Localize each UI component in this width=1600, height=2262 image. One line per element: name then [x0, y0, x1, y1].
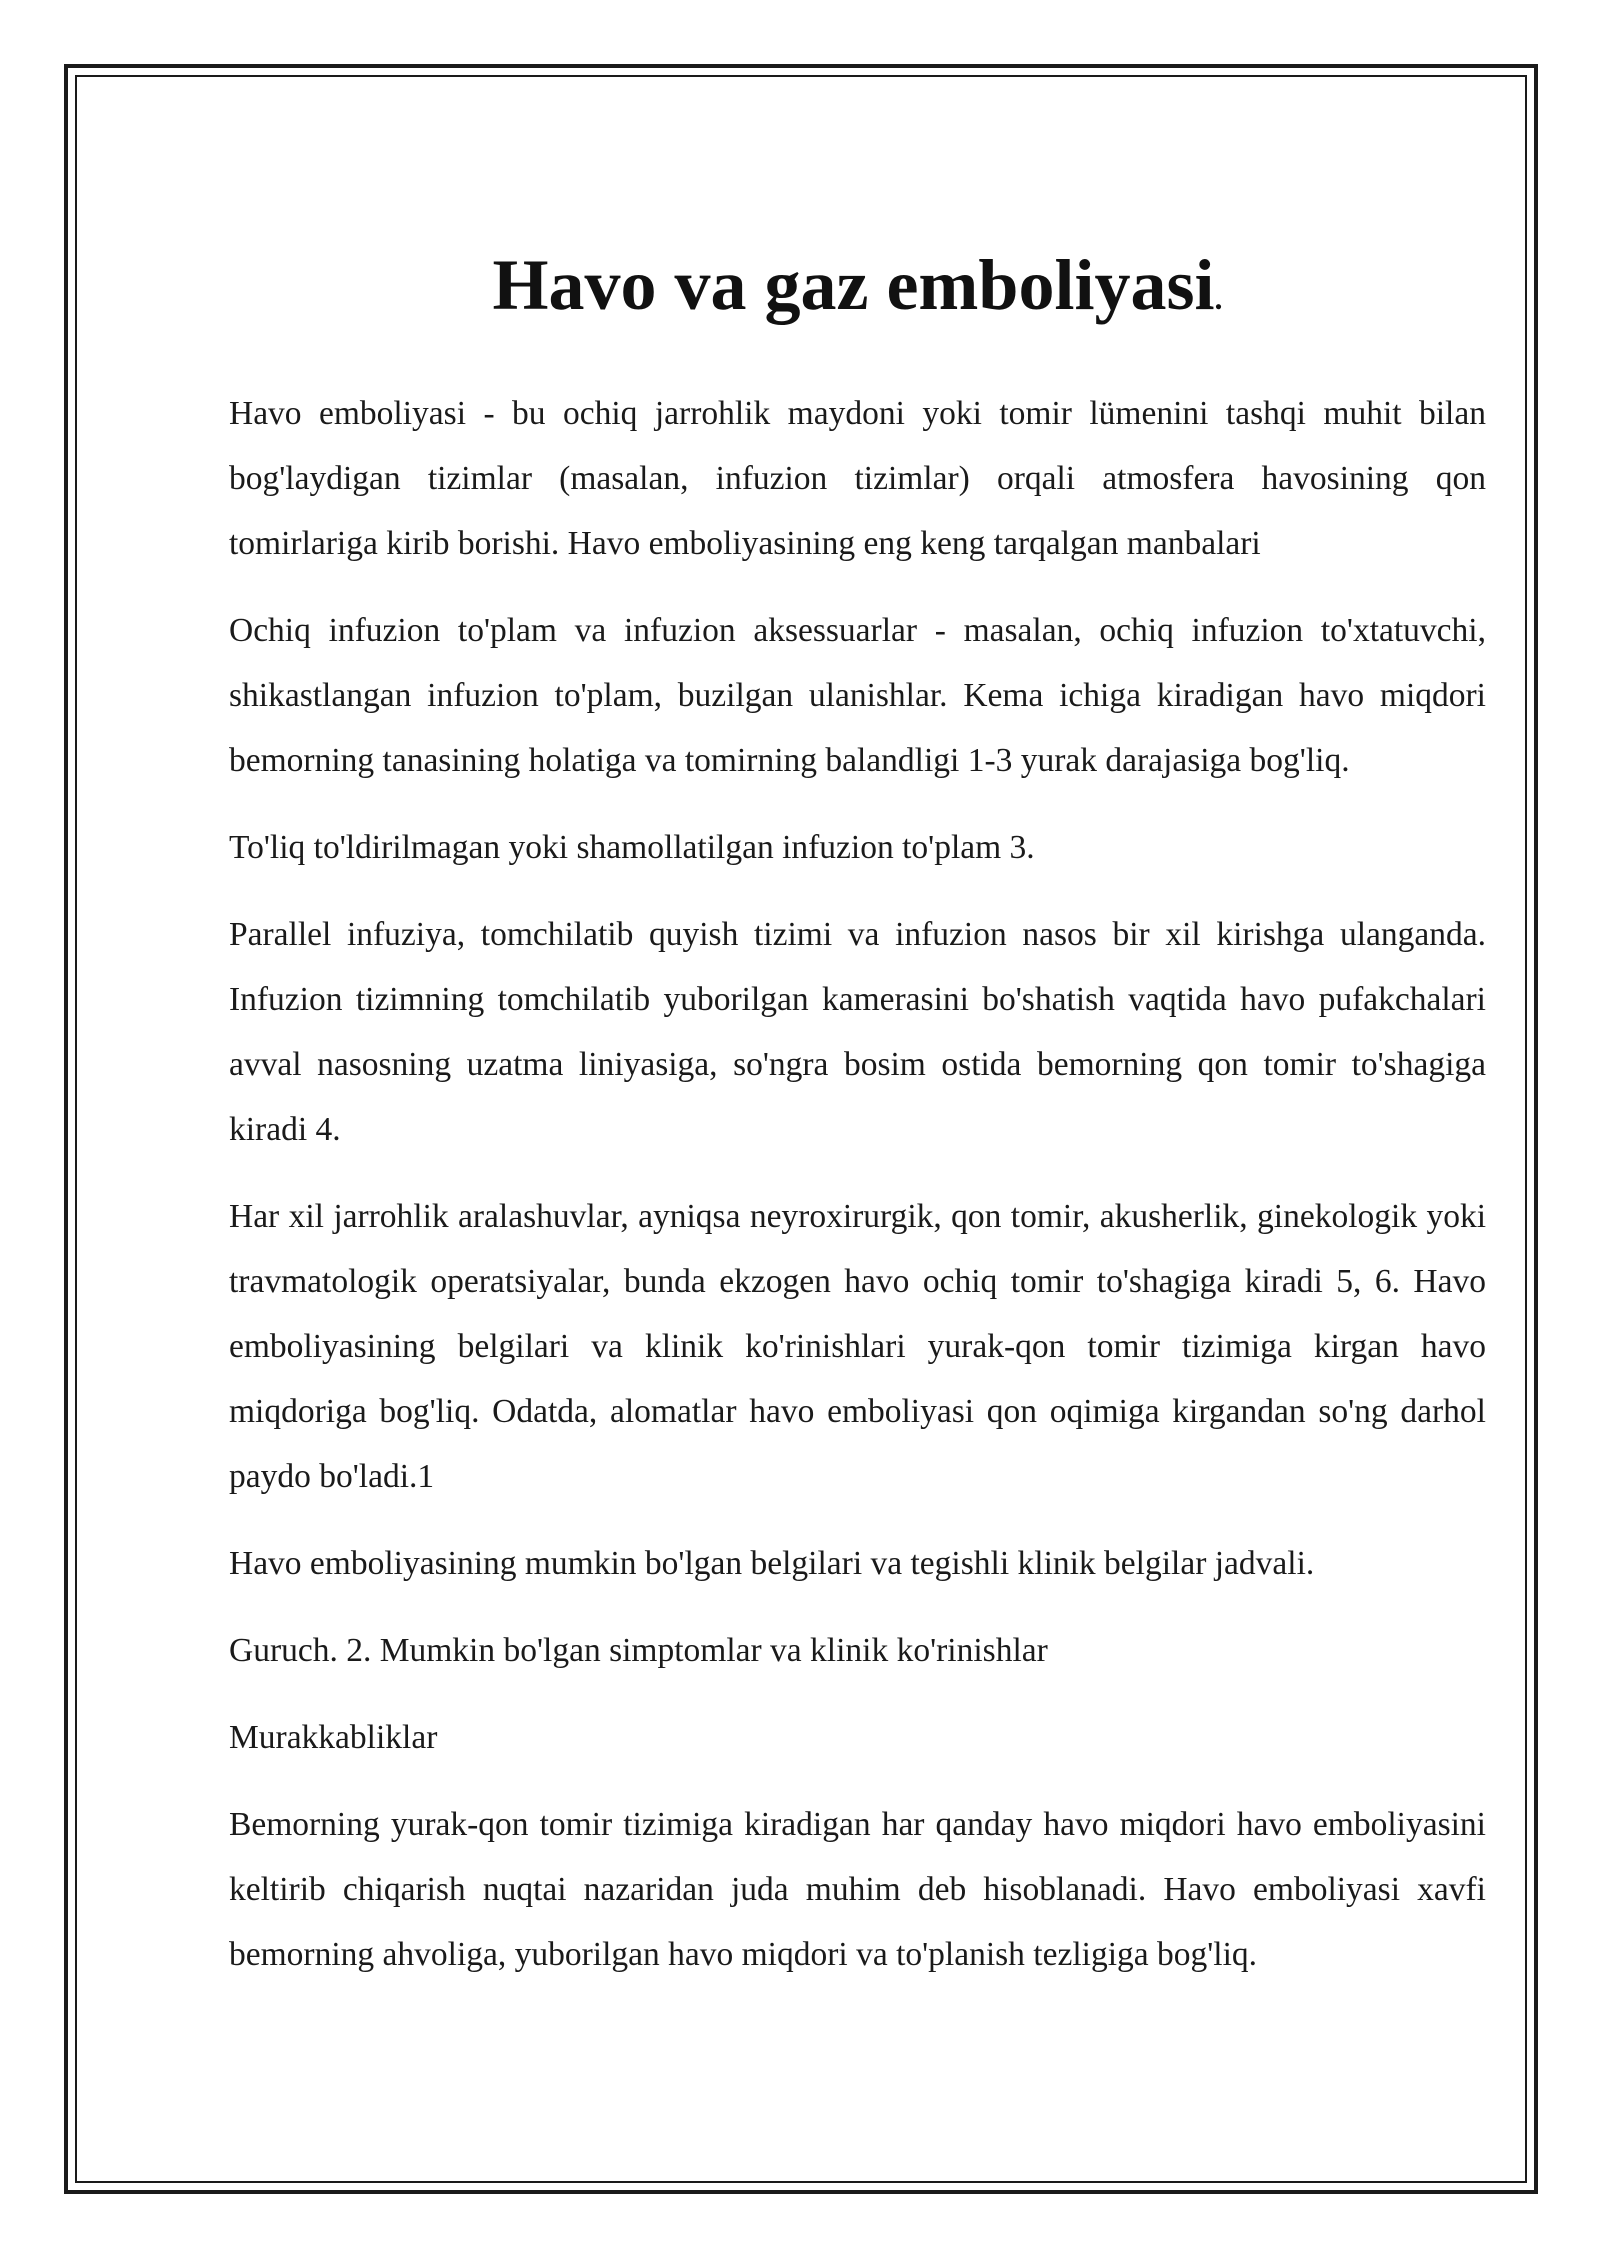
document-body	[229, 230, 1486, 2009]
paragraph-7: Guruch. 2. Mumkin bo'lgan simptomlar va klinik ko'rinishlar	[229, 1632, 1048, 1669]
paragraph-5: Har xil jarrohlik aralashuvlar, ayniqsa neyroxirurgik, qon tomir, akusherlik, ginekologik yoki travmatologik operatsiyalar, bunda ekzogen havo ochiq tomir to'shagiga kiradi 5, 6. Havo emboliyasining belgilari va klinik ko'rinishlari yurak-qon tomir tizimiga kirgan havo miqdoriga bog'liq. Odatda, alomatlar havo emboliyasi qon oqimiga kirgandan so'ng darhol paydo bo'ladi.1	[229, 1198, 1486, 1495]
paragraph-9: Bemorning yurak-qon tomir tizimiga kiradigan har qanday havo miqdori havo emboliyasini keltirib chiqarish nuqtai nazaridan juda muhim deb hisoblanadi. Havo emboliyasi xavfi bemorning ahvoliga, yuborilgan havo miqdori va to'planish tezligiga bog'liq.	[229, 1806, 1486, 1973]
title-suffix: .	[1214, 280, 1223, 316]
document-title	[229, 230, 1486, 353]
paragraph-8: Murakkabliklar	[229, 1719, 438, 1756]
paragraph-4: Parallel infuziya, tomchilatib quyish tizimi va infuzion nasos bir xil kirishga ulanganda. Infuzion tizimning tomchilatib yuborilgan kamerasini bo'shatish vaqtida havo pufakchalari avval nasosning uzatma liniyasiga, so'ngra bosim ostida bemorning qon tomir to'shagiga kiradi 4.	[229, 916, 1486, 1148]
title-text: Havo va gaz emboliyasi	[492, 245, 1215, 325]
paragraph-3: To'liq to'ldirilmagan yoki shamollatilgan infuzion to'plam 3.	[229, 829, 1035, 866]
paragraph-2: Ochiq infuzion to'plam va infuzion aksessuarlar - masalan, ochiq infuzion to'xtatuvchi, shikastlangan infuzion to'plam, buzilgan ulanishlar. Kema ichiga kiradigan havo miqdori bemorning tanasining holatiga va tomirning balandligi 1-3 yurak darajasiga bog'liq.	[229, 612, 1486, 779]
paragraph-6: Havo emboliyasining mumkin bo'lgan belgilari va tegishli klinik belgilar jadvali.	[229, 1545, 1315, 1582]
paragraph-1: Havo emboliyasi - bu ochiq jarrohlik maydoni yoki tomir lümenini tashqi muhit bilan bog'laydigan tizimlar (masalan, infuzion tizimlar) orqali atmosfera havosining qon tomirlariga kirib borishi. Havo emboliyasining eng keng tarqalgan manbalari	[229, 395, 1486, 562]
